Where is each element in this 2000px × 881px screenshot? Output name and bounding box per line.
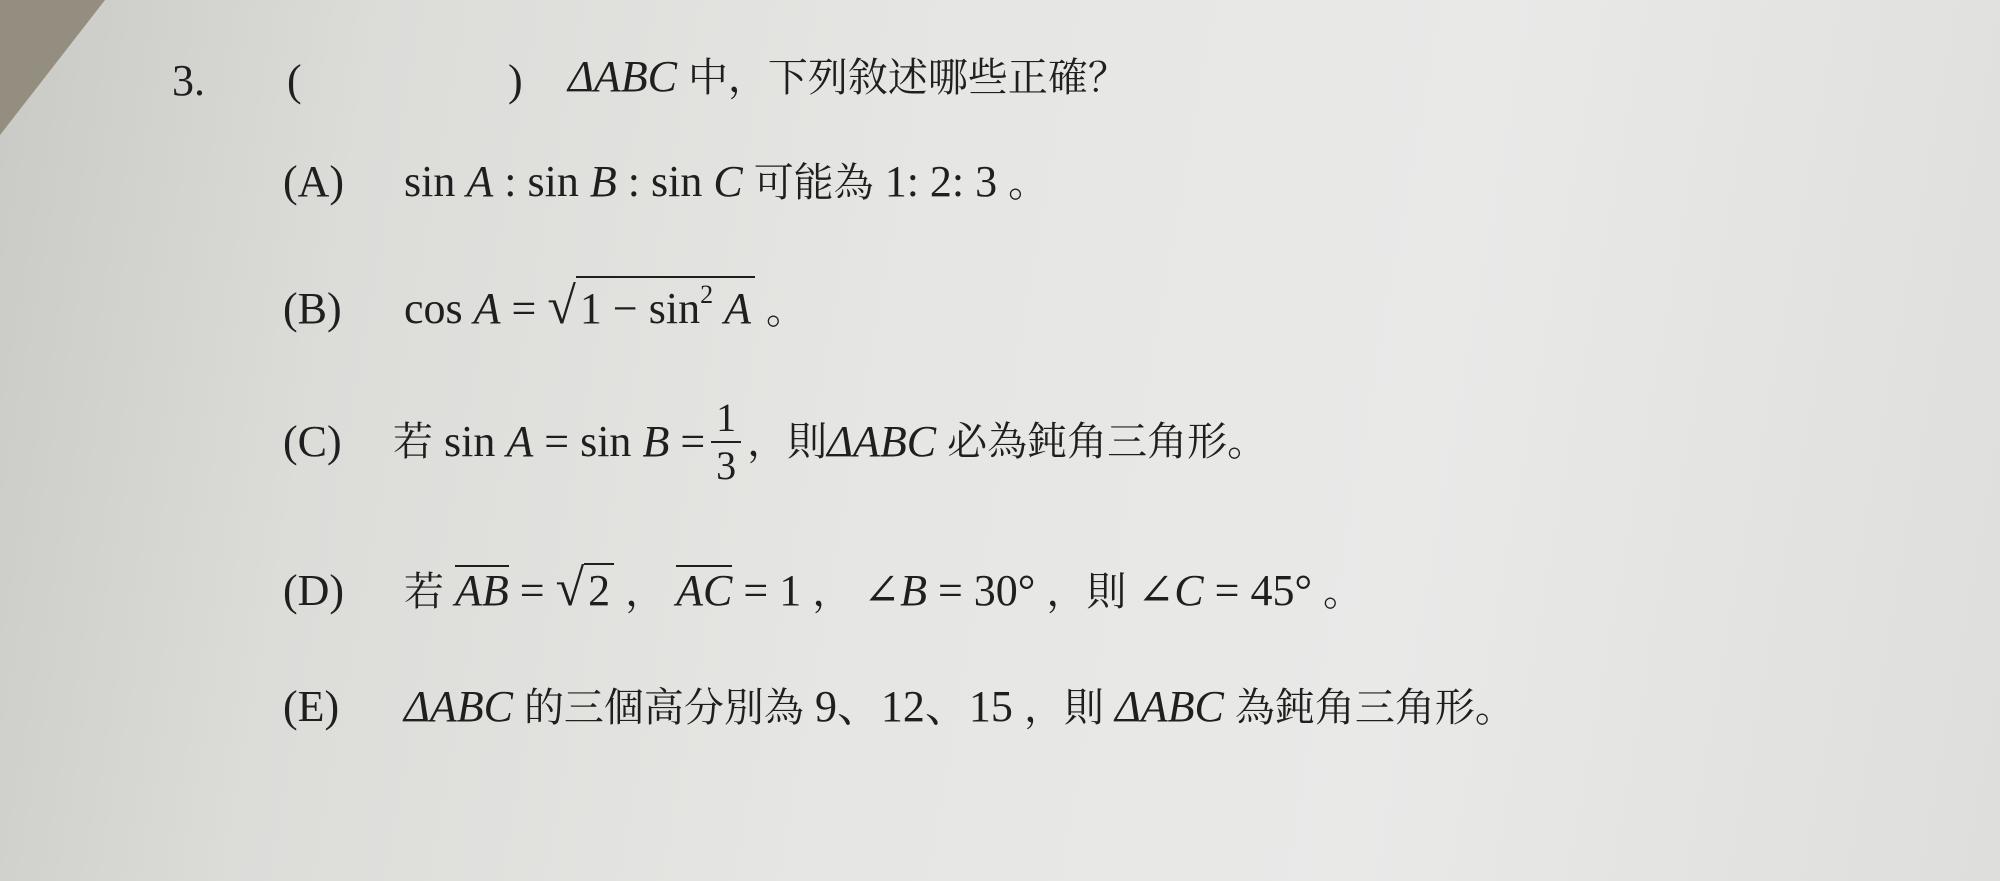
option-c-tri: ΔABC <box>827 417 937 466</box>
option-a-fn3: sin <box>650 157 703 206</box>
option-c-label: (C) <box>283 417 342 466</box>
option-c-rest: 必為鈍角三角形。 <box>947 419 1268 465</box>
option-d-seg1: AB <box>455 566 509 615</box>
option-c-fn1: sin <box>444 417 496 466</box>
option-e-vals: 9、12、15 <box>814 682 1013 731</box>
option-d <box>283 560 1364 617</box>
option-c-den: 3 <box>716 443 737 488</box>
option-c-fn2: sin <box>580 417 632 466</box>
answer-paren-open: ( <box>287 56 302 105</box>
option-d-ruo: 若 <box>404 569 444 615</box>
stem-text: 中，下列敘述哪些正確？ <box>687 55 1128 101</box>
option-d-deg2: 45° <box>1250 566 1313 615</box>
option-d-then: ，則 <box>1046 569 1127 615</box>
option-a-label: (A) <box>283 157 345 206</box>
option-a-v1: A <box>466 157 494 206</box>
option-a-fn1: sin <box>404 157 456 206</box>
radical-sign: √ <box>555 560 585 617</box>
option-d-radicand: 2 <box>584 563 614 613</box>
option-d-eq3: = <box>937 566 963 615</box>
option-e-label: (E) <box>283 682 340 731</box>
option-b-rad-v: A <box>724 284 751 333</box>
option-e <box>283 682 1515 731</box>
question-number: 3. <box>172 56 205 105</box>
option-a-colon1: : <box>504 157 517 206</box>
option-b-rad-sup: 2 <box>700 280 714 309</box>
option-e-tri2: ΔABC <box>1114 682 1224 731</box>
table-background-corner <box>0 0 105 135</box>
option-b-fn: cos <box>404 284 463 333</box>
option-b-radicand <box>576 276 755 331</box>
option-d-sep1: ， <box>625 569 666 615</box>
option-e-then: ，則 <box>1023 685 1104 731</box>
option-d-eq4: = <box>1214 566 1240 615</box>
option-b-rad-a: 1 − sin <box>579 284 701 333</box>
option-c-v1: A <box>506 417 534 466</box>
option-d-ang2: ∠C <box>1137 566 1204 615</box>
option-a <box>283 157 1049 206</box>
option-c-v2: B <box>642 417 670 466</box>
answer-paren-close: ) <box>508 56 523 105</box>
option-a-fn2: sin <box>527 157 579 206</box>
option-d-ang1: ∠B <box>863 566 927 615</box>
option-c-num: 1 <box>716 395 737 440</box>
option-d-end: 。 <box>1323 569 1364 615</box>
option-a-v2: B <box>589 157 617 206</box>
option-e-mid: 的三個高分別為 <box>523 685 804 731</box>
option-b <box>283 276 806 333</box>
option-a-ratio: 1: 2: 3 <box>884 157 998 206</box>
option-e-tri1: ΔABC <box>404 682 513 731</box>
option-d-label: (D) <box>283 566 345 615</box>
option-d-sqrt <box>555 560 615 617</box>
option-c-eq2: = <box>680 417 706 466</box>
option-a-end: 。 <box>1008 160 1049 206</box>
option-b-v: A <box>473 284 501 333</box>
option-d-eq1: = <box>519 566 545 615</box>
stem-triangle: ΔABC <box>568 52 677 101</box>
option-d-eq2: = <box>743 566 769 615</box>
radical-sign: √ <box>547 278 576 335</box>
option-d-sep2: ， <box>812 569 853 615</box>
option-e-rest: 為鈍角三角形。 <box>1234 685 1515 731</box>
option-b-sqrt <box>547 276 755 333</box>
option-c-then: ，則 <box>747 419 828 465</box>
option-a-mid: 可能為 <box>753 160 874 206</box>
question-stem <box>568 52 1128 101</box>
option-c <box>283 395 1267 489</box>
option-a-colon2: : <box>627 157 640 206</box>
option-b-label: (B) <box>283 284 342 333</box>
option-c-fraction <box>711 395 741 489</box>
option-d-deg1: 30° <box>973 566 1036 615</box>
option-b-eq: = <box>511 284 537 333</box>
option-b-end: 。 <box>765 287 806 333</box>
option-c-ruo: 若 <box>393 419 433 465</box>
option-a-v3: C <box>713 157 743 206</box>
option-d-seg2: AC <box>676 566 733 615</box>
option-d-val2: 1 <box>779 566 802 615</box>
option-c-eq1: = <box>544 417 570 466</box>
